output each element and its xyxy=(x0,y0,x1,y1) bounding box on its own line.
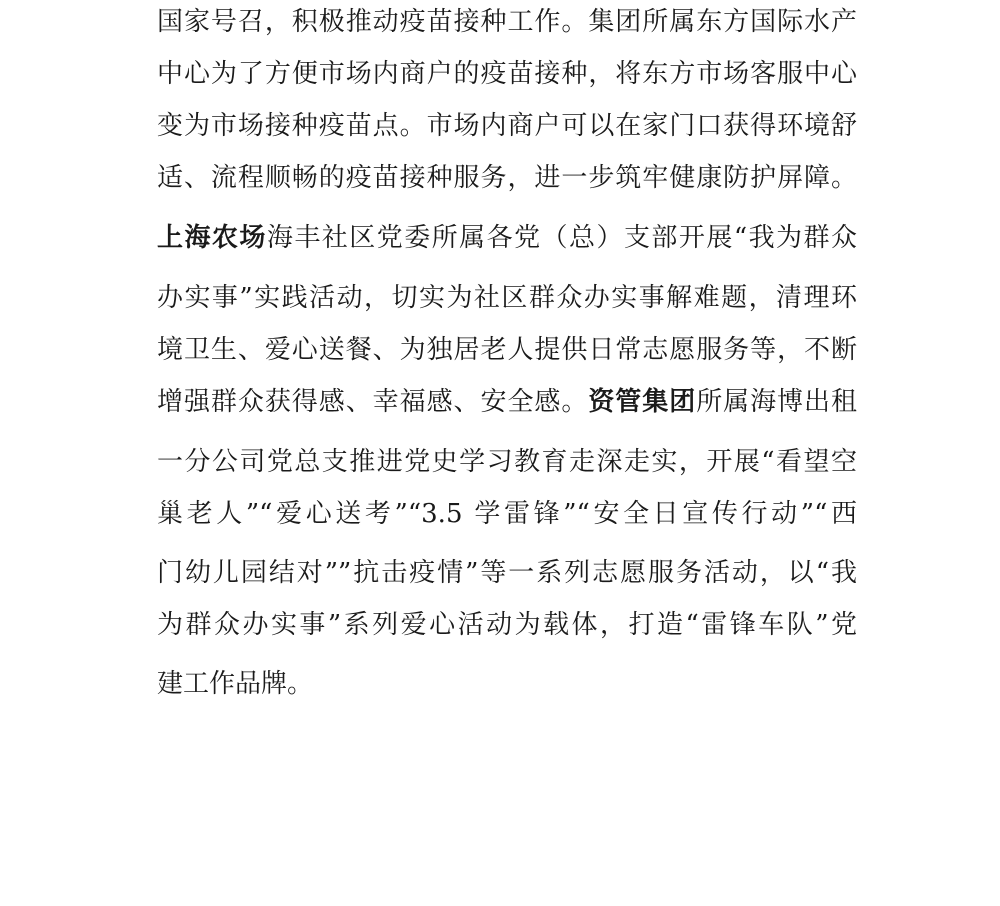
text-line-7: 境卫生、爱心送餐、为独居老人提供日常志愿服务等，不断 xyxy=(157,335,857,365)
text-line-6: 办实事”实践活动，切实为社区群众办实事解难题，清理环 xyxy=(157,283,857,313)
text-line-10: 巢老人”“爱心送考”“3.5 学雷锋”“安全日宣传行动”“西 xyxy=(157,499,857,529)
text-line-1: 国家号召，积极推动疫苗接种工作。集团所属东方国际水产 xyxy=(157,7,857,37)
text-line-8-pre: 增强群众获得感、幸福感、安全感。 xyxy=(157,387,589,417)
text-line-13: 建工作品牌。 xyxy=(157,669,314,699)
text-line-5 xyxy=(157,218,857,258)
text-line-8-rest: 所属海博出租 xyxy=(696,387,857,417)
text-line-5-rest: 海丰社区党委所属各党（总）支部开展“我为群众 xyxy=(266,223,857,253)
org-name-shanghai-farm: 上海农场 xyxy=(157,223,267,253)
text-line-12: 为群众办实事”系列爱心活动为载体，打造“雷锋车队”党 xyxy=(157,610,857,640)
org-name-asset-group: 资管集团 xyxy=(588,387,697,417)
text-line-3: 变为市场接种疫苗点。市场内商户可以在家门口获得环境舒 xyxy=(157,111,857,141)
text-line-8 xyxy=(157,382,857,422)
text-line-11: 门幼儿园结对””抗击疫情”等一系列志愿服务活动，以“我 xyxy=(157,558,857,588)
text-line-4: 适、流程顺畅的疫苗接种服务，进一步筑牢健康防护屏障。 xyxy=(157,163,857,193)
text-line-2: 中心为了方便市场内商户的疫苗接种，将东方市场客服中心 xyxy=(157,59,857,89)
text-line-9: 一分公司党总支推进党史学习教育走深走实，开展“看望空 xyxy=(157,447,857,477)
